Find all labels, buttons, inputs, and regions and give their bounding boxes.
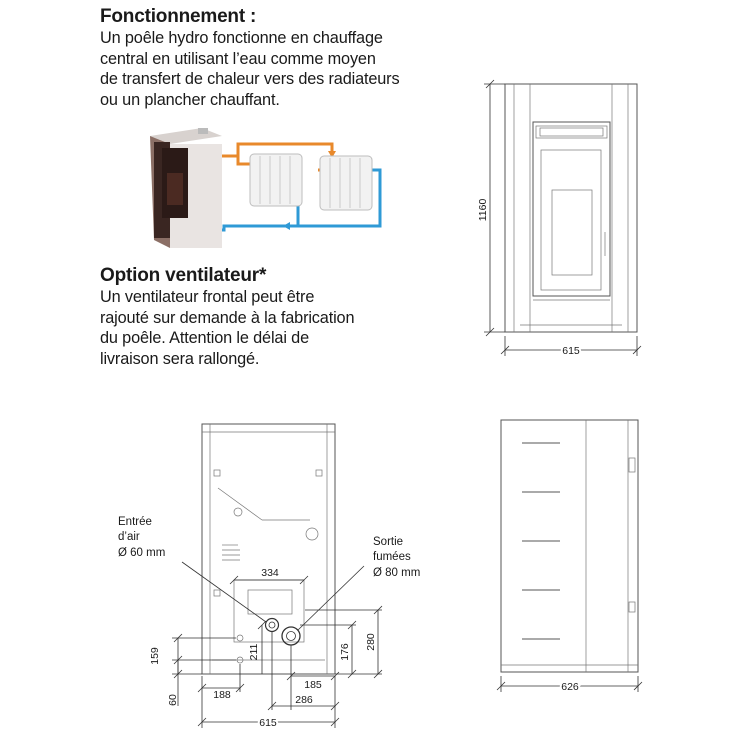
ventilateur-line-3: du poêle. Attention le délai de <box>100 329 309 347</box>
front-height-label: 1160 <box>477 198 489 222</box>
dim-60-label: 60 <box>167 694 179 706</box>
smoke-outlet-port-inner <box>287 632 296 641</box>
dim-334-label: 334 <box>261 567 279 579</box>
dim-185-label: 185 <box>304 679 322 691</box>
fonctionnement-line-3: de transfert de chaleur vers des radiateurs <box>100 70 400 88</box>
side-depth-label: 626 <box>561 681 579 693</box>
fonctionnement-line-4: ou un plancher chauffant. <box>100 90 280 109</box>
fonctionnement-line-1: Un poêle hydro fonctionne en chauffage <box>100 29 383 47</box>
air-inlet-port-inner <box>269 622 275 628</box>
dim-280-label: 280 <box>365 633 377 651</box>
side-view-drawing <box>501 420 638 672</box>
fonctionnement-line-2: central en utilisant l’eau comme moyen <box>100 49 376 68</box>
dim-615-back-label: 615 <box>259 717 277 729</box>
air-inlet-leader <box>182 562 266 622</box>
air-inlet-label-1: Entrée <box>118 516 152 528</box>
dim-188-line <box>198 664 244 692</box>
ventilateur-heading: Option ventilateur* <box>100 265 267 286</box>
dim-159-label: 159 <box>149 647 161 665</box>
ventilateur-line-2: rajouté sur demande à la fabrication <box>100 308 355 327</box>
smoke-outlet-leader <box>298 566 364 630</box>
smoke-outlet-label-1: Sortie <box>373 536 404 548</box>
air-inlet-label-2: d’air <box>118 531 140 543</box>
air-inlet-label-3: Ø 60 mm <box>118 547 166 559</box>
ventilateur-line-4: livraison sera rallongé. <box>100 349 260 368</box>
dim-286-label: 286 <box>295 694 313 706</box>
ventilateur-line-1: Un ventilateur frontal peut être <box>100 288 315 306</box>
front-view-drawing <box>505 84 637 332</box>
dim-176-label: 176 <box>339 643 351 661</box>
smoke-outlet-label-3: Ø 80 mm <box>373 567 421 579</box>
fonctionnement-heading: Fonctionnement : <box>100 6 257 27</box>
smoke-outlet-label-2: fumées <box>373 551 411 563</box>
back-view-drawing <box>202 424 335 674</box>
dim-188-label: 188 <box>213 689 231 701</box>
air-inlet-port <box>266 619 279 632</box>
front-width-label: 615 <box>562 345 580 357</box>
dim-211-label: 211 <box>248 643 260 661</box>
